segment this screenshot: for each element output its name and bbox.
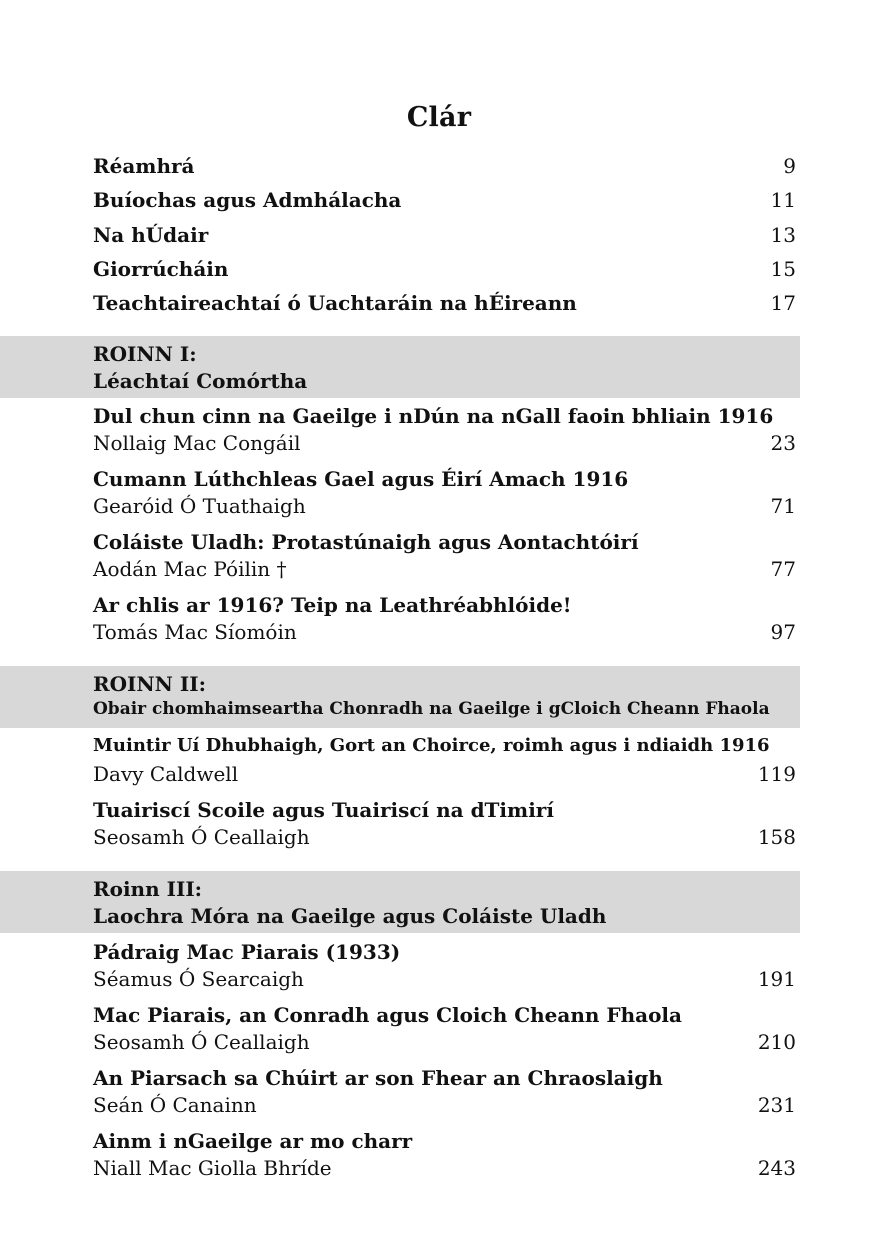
toc-front-matter-item[interactable] bbox=[93, 254, 796, 284]
section-subtitle: Laochra Móra na Gaeilge agus Coláiste Uladh bbox=[93, 904, 607, 928]
entry-page: 119 bbox=[757, 762, 796, 786]
toc-entry[interactable] bbox=[93, 735, 796, 791]
entry-title: Mac Piarais, an Conradh agus Cloich Cheann Fhaola bbox=[93, 1003, 682, 1027]
section-header-roinn-1 bbox=[0, 336, 800, 398]
entry-page: 77 bbox=[770, 557, 796, 581]
toc-item-page: 11 bbox=[770, 188, 796, 212]
entry-author: Seán Ó Canainn bbox=[93, 1093, 257, 1117]
toc-item-page: 9 bbox=[783, 154, 796, 178]
entry-title: Ar chlis ar 1916? Teip na Leathréabhlóide! bbox=[93, 593, 572, 617]
toc-front-matter-item[interactable] bbox=[93, 288, 796, 318]
toc-entry[interactable] bbox=[93, 404, 796, 460]
entry-title: Cumann Lúthchleas Gael agus Éirí Amach 1916 bbox=[93, 467, 629, 491]
entry-title: Tuairiscí Scoile agus Tuairiscí na dTimirí bbox=[93, 798, 554, 822]
toc-item-label: Na hÚdair bbox=[93, 223, 209, 247]
entry-author: Seosamh Ó Ceallaigh bbox=[93, 1030, 310, 1054]
entry-author: Séamus Ó Searcaigh bbox=[93, 967, 304, 991]
entry-page: 231 bbox=[757, 1093, 796, 1117]
entry-page: 243 bbox=[757, 1156, 796, 1180]
page-title: Clár bbox=[406, 102, 472, 133]
toc-item-label: Teachtaireachtaí ó Uachtaráin na hÉireann bbox=[93, 291, 577, 315]
section-header-roinn-3 bbox=[0, 871, 800, 933]
entry-author: Aodán Mac Póilin † bbox=[93, 557, 287, 581]
entry-title: An Piarsach sa Chúirt ar son Fhear an Chraoslaigh bbox=[93, 1066, 663, 1090]
entry-page: 71 bbox=[770, 494, 796, 518]
toc-front-matter-item[interactable] bbox=[93, 151, 796, 181]
entry-author: Tomás Mac Síomóin bbox=[93, 620, 297, 644]
toc-item-page: 15 bbox=[770, 257, 796, 281]
toc-front-matter-item[interactable] bbox=[93, 185, 796, 215]
entry-author: Nollaig Mac Congáil bbox=[93, 431, 301, 455]
entry-title: Coláiste Uladh: Protastúnaigh agus Aontachtóirí bbox=[93, 530, 639, 554]
toc-item-page: 13 bbox=[770, 223, 796, 247]
toc-entry[interactable] bbox=[93, 593, 796, 649]
toc-item-page: 17 bbox=[770, 291, 796, 315]
toc-entry[interactable] bbox=[93, 798, 796, 854]
section-header-roinn-2 bbox=[0, 666, 800, 728]
toc-entry[interactable] bbox=[93, 1129, 796, 1185]
toc-item-label: Giorrúcháin bbox=[93, 257, 229, 281]
section-heading: ROINN II: bbox=[93, 672, 207, 696]
entry-author: Niall Mac Giolla Bhríde bbox=[93, 1156, 332, 1180]
toc-item-label: Réamhrá bbox=[93, 154, 195, 178]
section-subtitle: Léachtaí Comórtha bbox=[93, 369, 308, 393]
entry-page: 191 bbox=[757, 967, 796, 991]
entry-page: 210 bbox=[757, 1030, 796, 1054]
toc-entry[interactable] bbox=[93, 467, 796, 523]
entry-title: Ainm i nGaeilge ar mo charr bbox=[93, 1129, 413, 1153]
entry-author: Davy Caldwell bbox=[93, 762, 239, 786]
entry-title: Muintir Uí Dhubhaigh, Gort an Choirce, roimh agus i ndiaidh 1916 bbox=[93, 735, 770, 756]
toc-entry[interactable] bbox=[93, 530, 796, 586]
entry-author: Gearóid Ó Tuathaigh bbox=[93, 494, 306, 518]
toc-entry[interactable] bbox=[93, 940, 796, 996]
toc-entry[interactable] bbox=[93, 1003, 796, 1059]
entry-page: 23 bbox=[770, 431, 796, 455]
toc-item-label: Buíochas agus Admhálacha bbox=[93, 188, 402, 212]
entry-page: 158 bbox=[757, 825, 796, 849]
section-heading: Roinn III: bbox=[93, 877, 203, 901]
section-heading: ROINN I: bbox=[93, 342, 197, 366]
section-subtitle: Obair chomhaimseartha Chonradh na Gaeilge i gCloich Cheann Fhaola bbox=[93, 699, 770, 719]
entry-title: Pádraig Mac Piarais (1933) bbox=[93, 940, 401, 964]
entry-author: Seosamh Ó Ceallaigh bbox=[93, 825, 310, 849]
toc-entry[interactable] bbox=[93, 1066, 796, 1122]
entry-page: 97 bbox=[770, 620, 796, 644]
entry-title: Dul chun cinn na Gaeilge i nDún na nGall faoin bhliain 1916 bbox=[93, 404, 774, 428]
toc-front-matter-item[interactable] bbox=[93, 220, 796, 250]
